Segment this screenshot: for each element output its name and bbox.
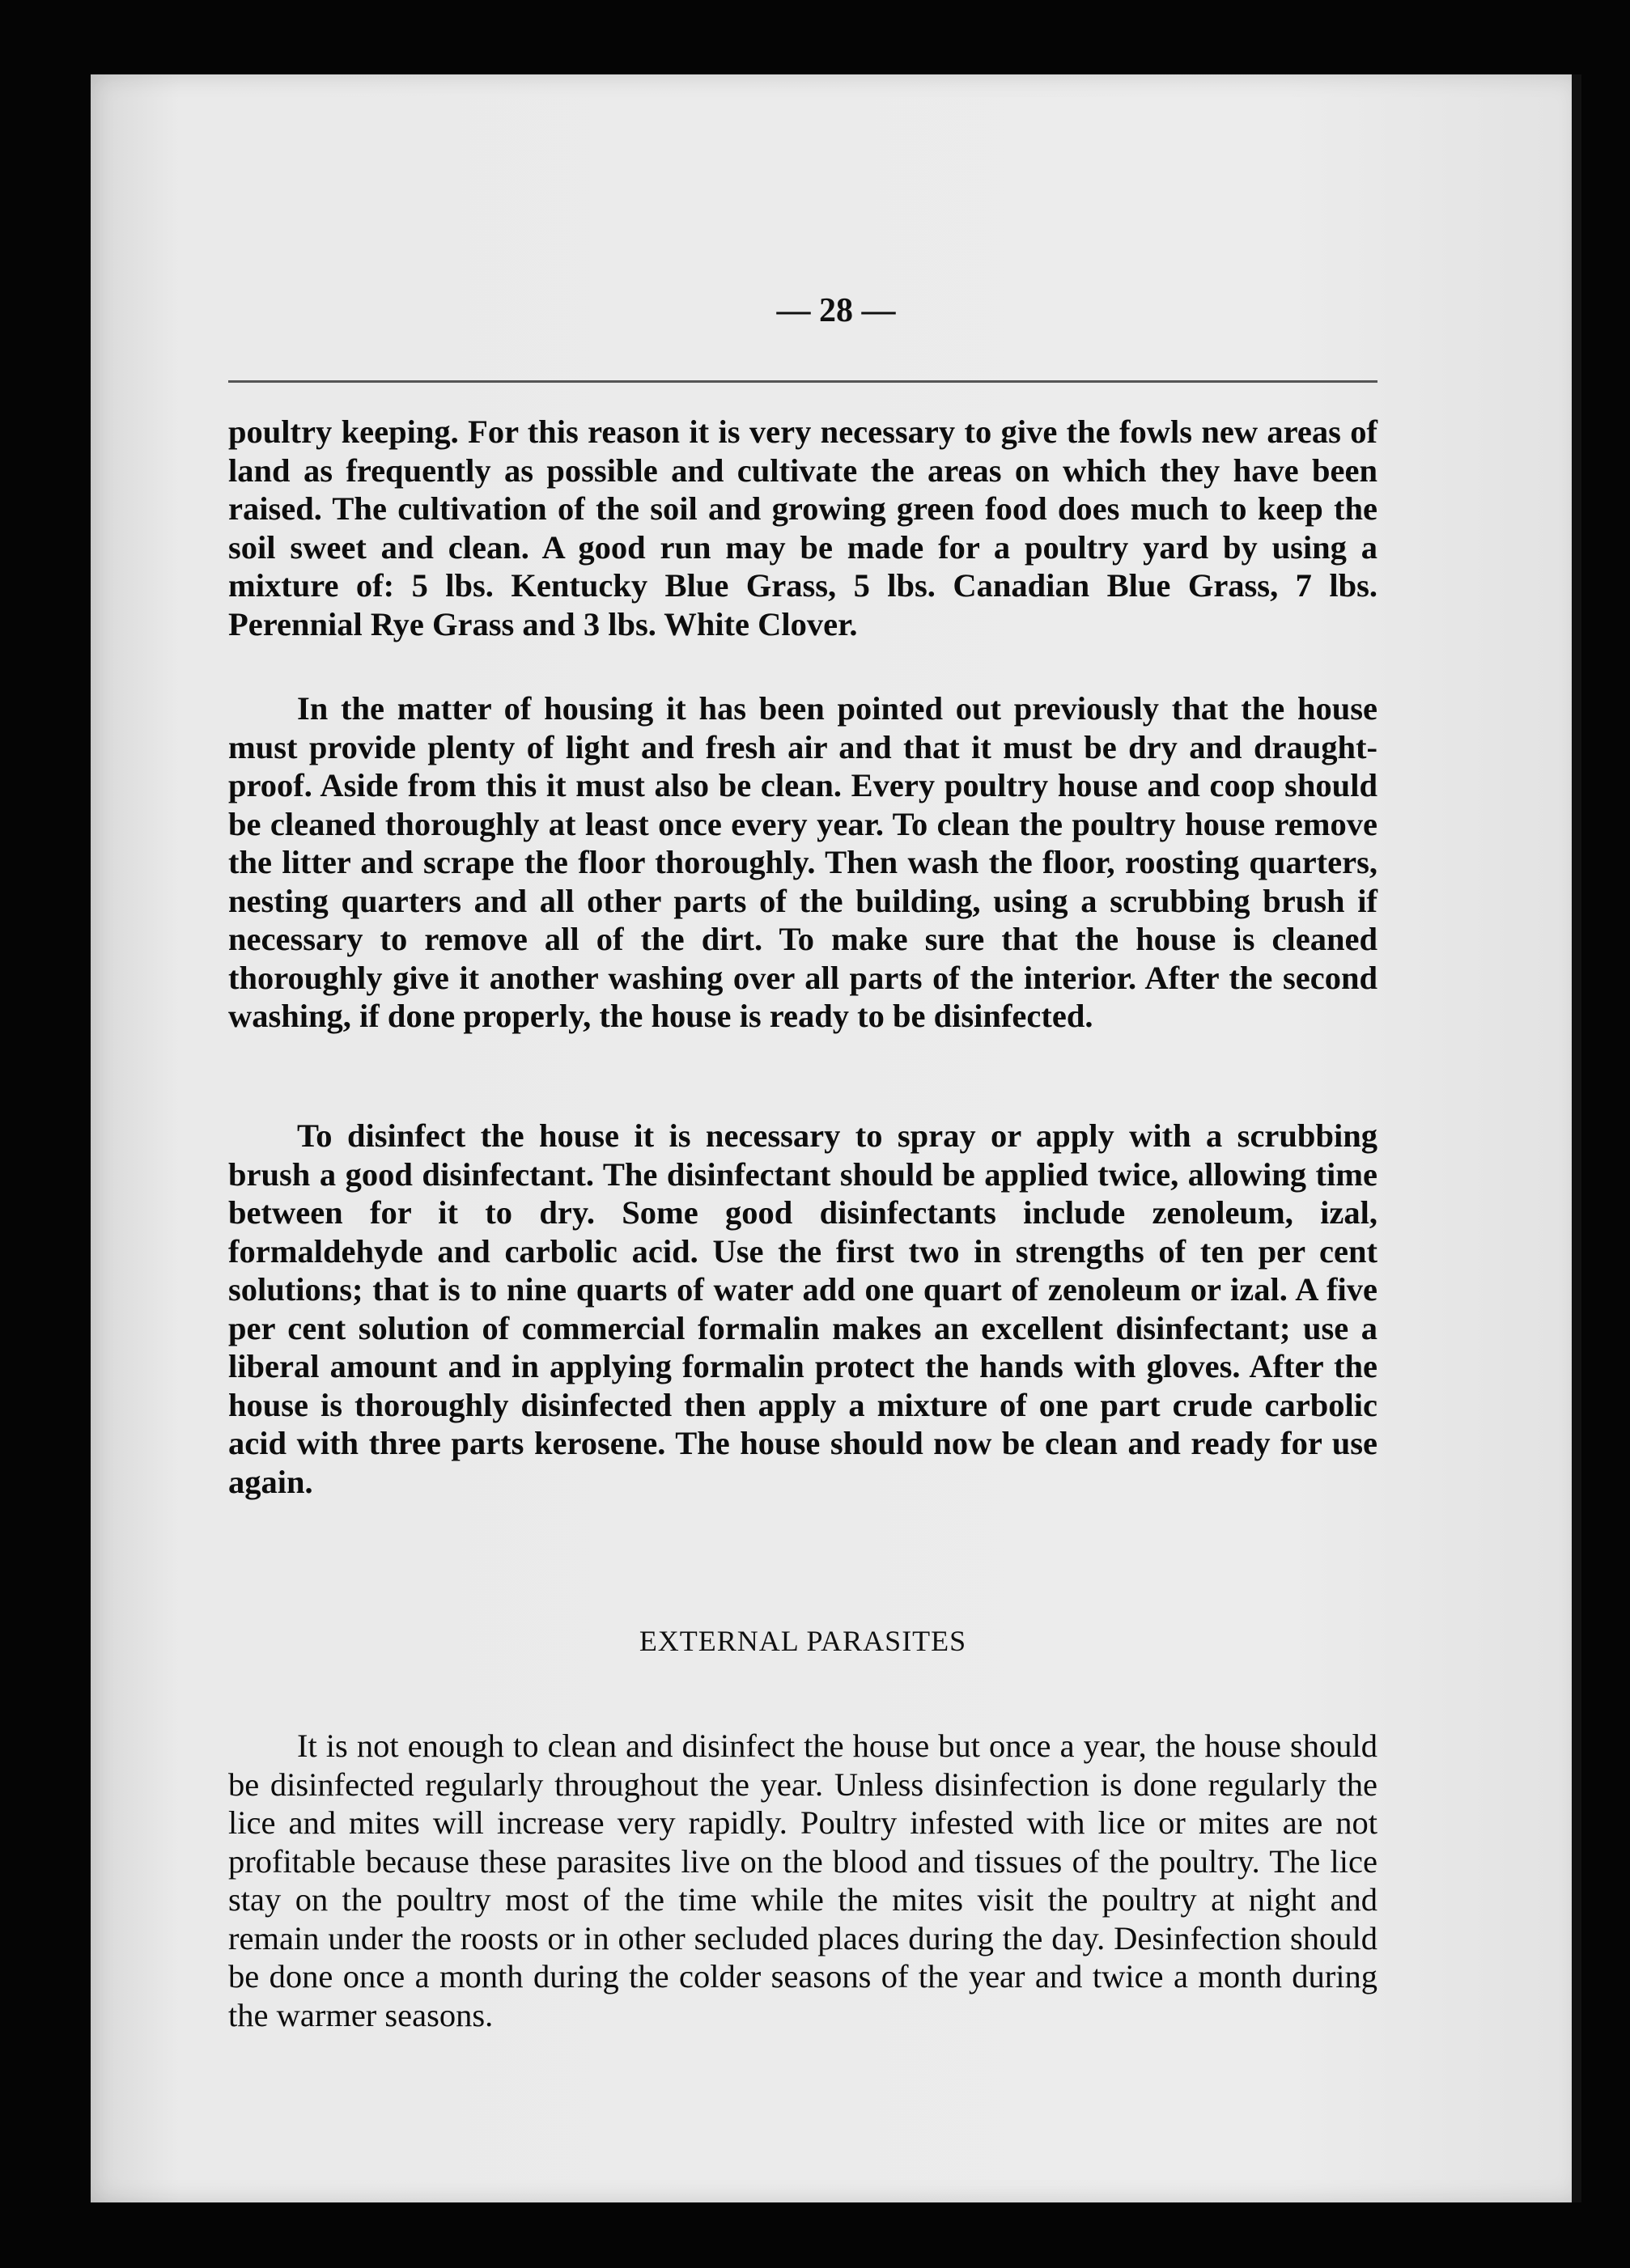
paragraph-3: To disinfect the house it is necessary to spray or apply with a scrubbing brush a good disinfectant. The disinfectant should be applied twice, allowing time between for it to dry. Some good disinfectants include zenoleum, izal, formaldehyde and carbolic acid. Use the first two in strengths of ten per cent solutions; that is to nine quarts of water add one quart of zenoleum or izal. A five per cent solution of commercial formalin makes an excellent disinfectant; use a liberal amount and in applying formalin protect the hands with gloves. After the house is thoroughly disinfected then apply a mixture of one part crude carbolic acid with three parts kerosene. The house should now be clean and ready for use again. xyxy=(228,1117,1377,1500)
paragraph-4: It is not enough to clean and disinfect the house but once a year, the house should be disinfected regularly throughout the year. Unless disinfection is done regularly the lice and mites will increase very rapidly. Poultry infested with lice or mites are not profitable because these parasites live on the blood and tissues of the poultry. The lice stay on the poultry most of the time while the mites visit the poultry at night and remain under the roosts or in other secluded places during the day. Desinfection should be done once a month during the colder seasons of the year and twice a month during the warmer seasons. xyxy=(228,1727,1377,2033)
paragraph-1: poultry keeping. For this reason it is very necessary to give the fowls new areas of land as frequently as possible and cultivate the areas on which they have been raised. The cultivation of the soil and growing green food does much to keep the soil sweet and clean. A good run may be made for a poultry yard by using a mixture of: 5 lbs. Kentucky Blue Grass, 5 lbs. Canadian Blue Grass, 7 lbs. Perennial Rye Grass and 3 lbs. White Clover. xyxy=(228,413,1377,642)
document-page xyxy=(91,74,1581,2202)
page-number: — 28 — xyxy=(776,292,896,329)
paragraph-1-block xyxy=(228,413,1377,643)
paragraph-3-block xyxy=(228,1117,1377,1501)
page-fold-edge xyxy=(1572,74,1581,2202)
paragraph-4-block xyxy=(228,1727,1377,2034)
paragraph-2-block xyxy=(228,689,1377,1036)
header-rule xyxy=(228,380,1377,383)
section-heading: EXTERNAL PARASITES xyxy=(639,1625,967,1657)
paragraph-2: In the matter of housing it has been pointed out previously that the house must provide plenty of light and fresh air and that it must be dry and draught-proof. Aside from this it must also be clean. Every poultry house and coop should be cleaned thoroughly at least once every year. To clean the poultry house remove the litter and scrape the floor thoroughly. Then wash the floor, roosting quarters, nesting quarters and all other parts of the building, using a scrubbing brush if necessary to remove all of the dirt. To make sure that the house is cleaned thoroughly give it another washing over all parts of the interior. After the second washing, if done properly, the house is ready to be disinfected. xyxy=(228,690,1377,1034)
